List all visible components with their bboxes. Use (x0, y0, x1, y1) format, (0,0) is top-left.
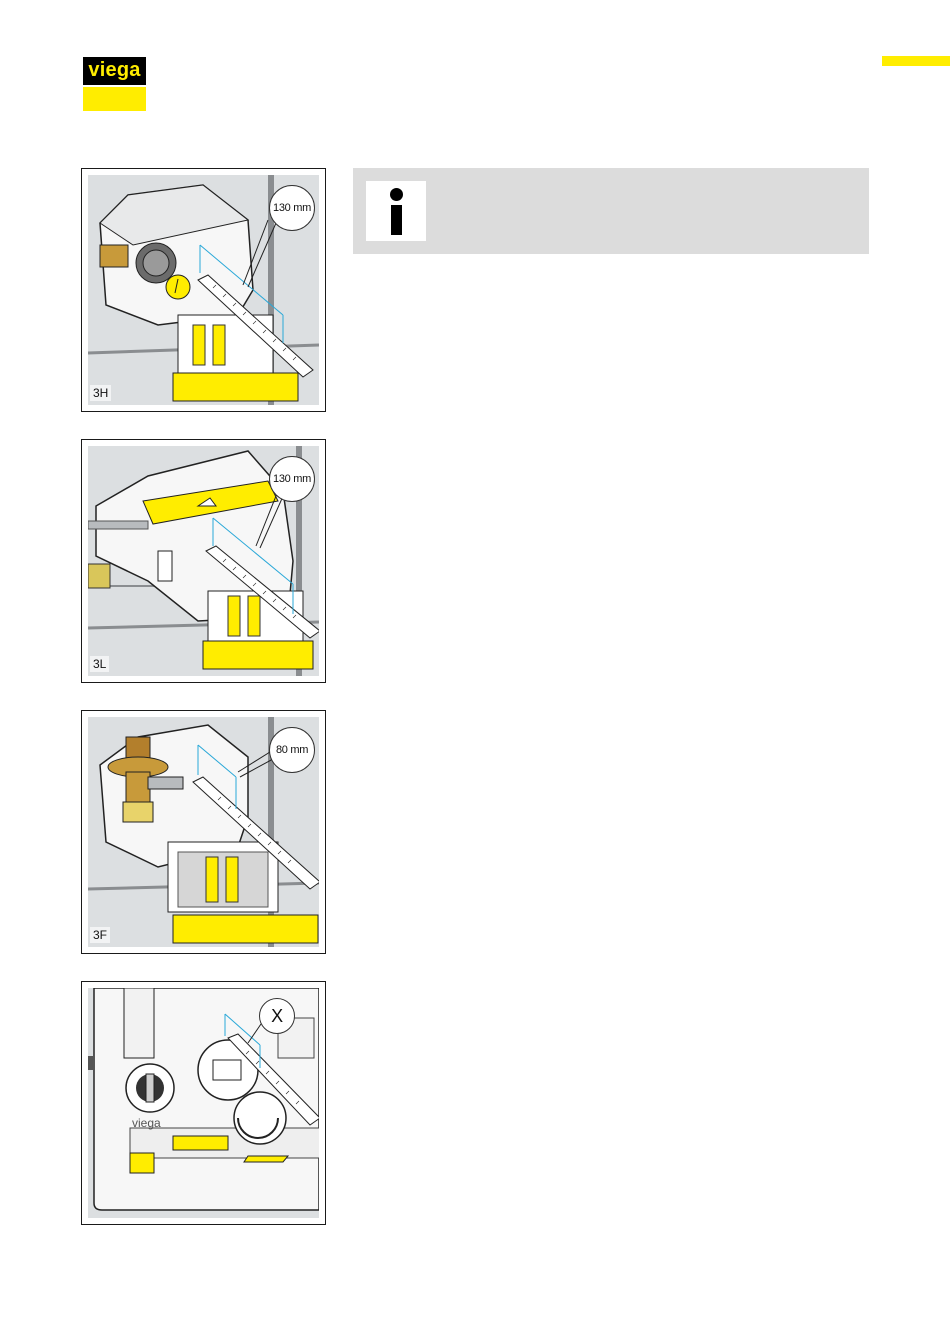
dimension-callout: 130 mm (269, 185, 315, 231)
dimension-callout: X (259, 998, 295, 1034)
figure-3l (81, 439, 326, 683)
inset-logo-text: viega (132, 1116, 161, 1130)
figure-label: 3L (90, 656, 109, 672)
figure-label: 3F (90, 927, 110, 943)
viega-logo (83, 57, 146, 111)
logo-yellow-band (83, 87, 146, 111)
info-icon (366, 181, 426, 241)
dimension-callout: 130 mm (269, 456, 315, 502)
dimension-callout: 80 mm (269, 727, 315, 773)
figure-3h (81, 168, 326, 412)
logo-wordmark: viega (83, 57, 146, 85)
figure-x (81, 981, 326, 1225)
figure-label: 3H (90, 385, 111, 401)
info-note-box (353, 168, 869, 254)
page-corner-marker (882, 56, 950, 66)
figure-3f (81, 710, 326, 954)
